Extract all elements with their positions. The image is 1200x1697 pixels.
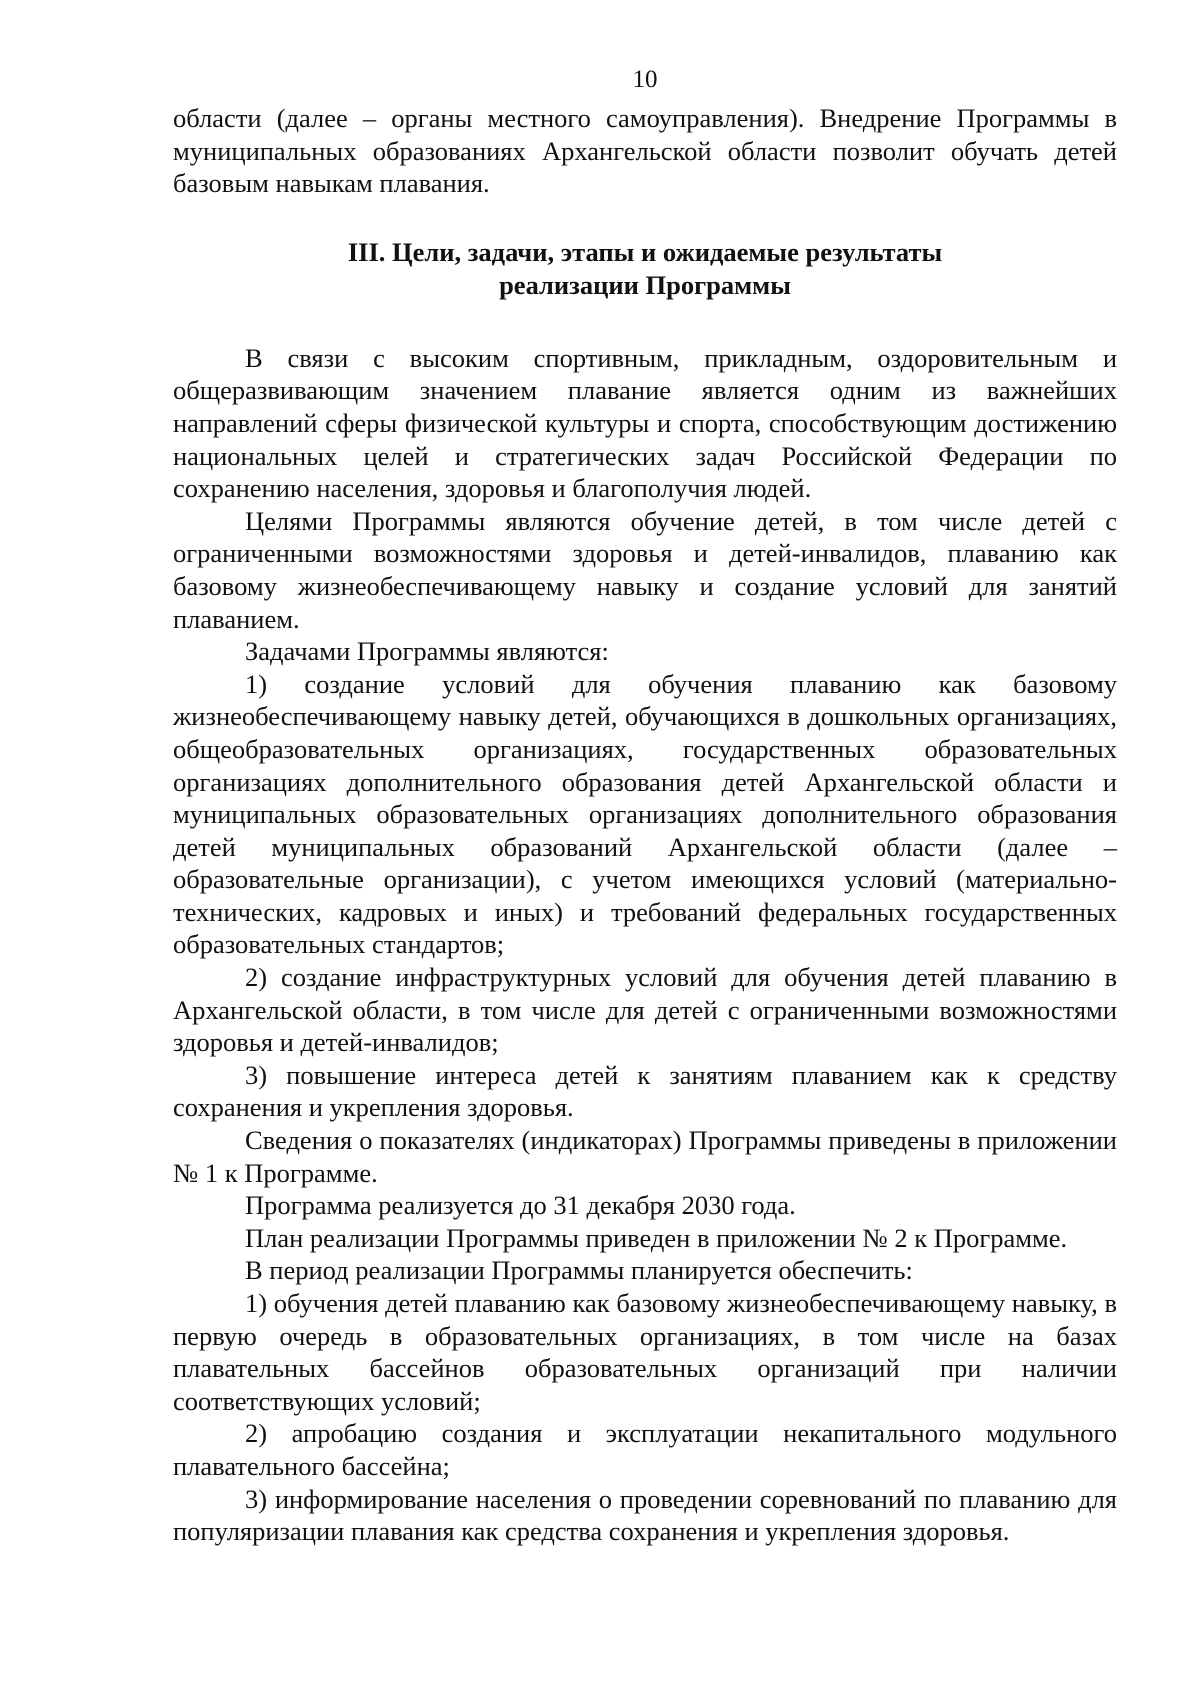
paragraph-context: В связи с высоким спортивным, прикладным, оздоровительным и общеразвивающим значением плавание является одним из важнейших направлений сферы физической культуры и спорта, способствующим достижению национальных целей и стратегических задач Российской Федерации по сохранению населения, здоровья и благополучия людей. [173, 342, 1117, 504]
list-item-task-1: 1) создание условий для обучения плаванию как базовому жизнеобеспечивающему навыку детей, обучающихся в дошкольных организациях, общеобразовательных организациях, государственных образовательных организациях дополнительного образования детей Архангельской области и муниципальных образовательных организациях дополнительного образования детей муниципальных образований Архангельской области (далее – образовательные организации), с учетом имеющихся условий (материально-технических, кадровых и иных) и требований федеральных государственных образовательных стандартов; [173, 668, 1117, 960]
list-item-task-2: 2) создание инфраструктурных условий для обучения детей плаванию в Архангельской области, в том числе для детей с ограниченными возможностями здоровья и детей-инвалидов; [173, 962, 1117, 1058]
paragraph-indicators: Сведения о показателях (индикаторах) Программы приведены в приложении № 1 к Программе. [173, 1125, 1117, 1188]
list-item-expected-2: 2) апробацию создания и эксплуатации некапитального модульного плавательного бассейна; [173, 1418, 1117, 1481]
paragraph-goals: Целями Программы являются обучение детей, в том числе детей с ограниченными возможностями здоровья и детей-инвалидов, плаванию как базовому жизнеобеспечивающему навыку и создание условий для занятий плаванием. [173, 505, 1117, 634]
paragraph-plan: План реализации Программы приведен в приложении № 2 к Программе. [245, 1222, 1068, 1253]
section-heading-line-1: III. Цели, задачи, этапы и ожидаемые результаты [347, 236, 943, 267]
list-item-expected-1: 1) обучения детей плаванию как базовому жизнеобеспечивающему навыку, в первую очередь в образовательных организациях, в том числе на базах плавательных бассейнов образовательных организаций при наличии соответствующих условий; [173, 1288, 1117, 1416]
paragraph-term: Программа реализуется до 31 декабря 2030 года. [245, 1190, 796, 1221]
section-heading [173, 236, 1117, 302]
section-heading-line-2: реализации Программы [499, 269, 791, 300]
intro-paragraph: области (далее – органы местного самоуправления). Внедрение Программы в муниципальных образованиях Архангельской области позволит обучать детей базовым навыкам плавания. [173, 103, 1117, 199]
paragraph-tasks-intro: Задачами Программы являются: [245, 636, 609, 667]
document-page [173, 60, 1117, 1548]
paragraph-expected-intro: В период реализации Программы планируется обеспечить: [245, 1255, 913, 1286]
list-item-expected-3: 3) информирование населения о проведении соревнований по плаванию для популяризации плавания как средства сохранения и укрепления здоровья. [173, 1483, 1117, 1547]
list-item-task-3: 3) повышение интереса детей к занятиям плаванием как к средству сохранения и укрепления здоровья. [173, 1059, 1117, 1123]
page-number: 10 [632, 66, 658, 93]
